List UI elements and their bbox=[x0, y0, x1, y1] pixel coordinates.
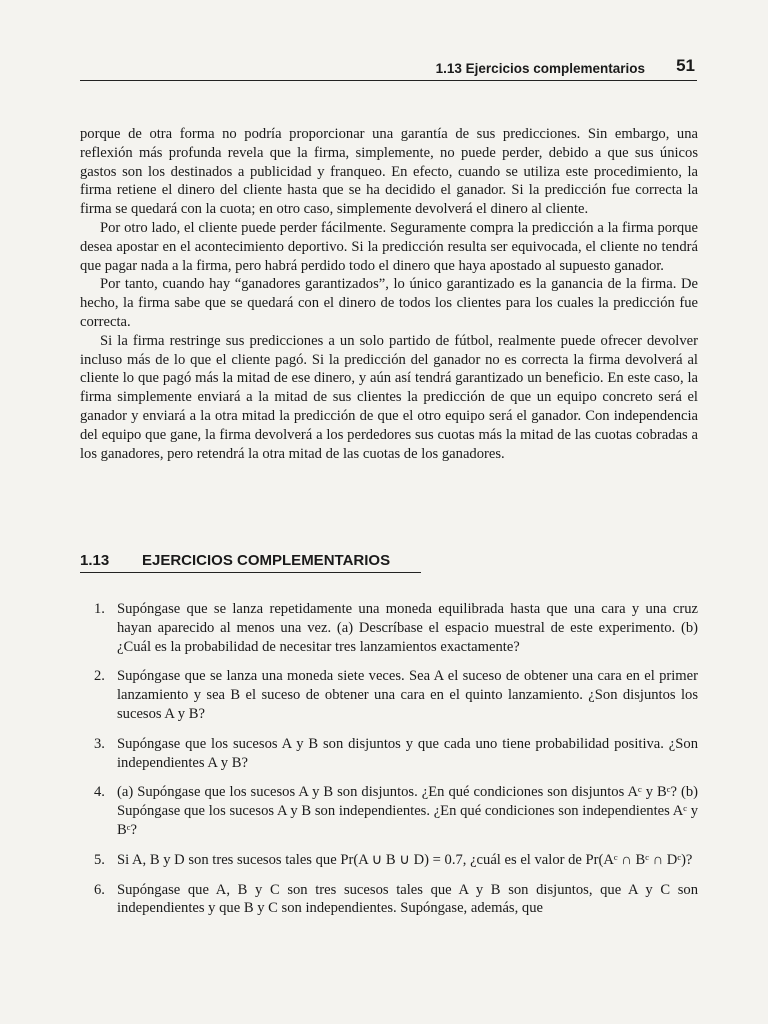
exercise-number: 1. bbox=[94, 601, 105, 617]
section-title: EJERCICIOS COMPLEMENTARIOS bbox=[142, 552, 391, 569]
exercise-item bbox=[80, 600, 698, 656]
exercise-text: Supóngase que los sucesos A y B son disjuntos y que cada uno tiene probabilidad positiva. ¿Son independientes A y B? bbox=[117, 735, 698, 771]
exercise-text: (a) Supóngase que los sucesos A y B son disjuntos. ¿En qué condiciones son disjuntos Aᶜ y Bᶜ? (b) Supóngase que los sucesos A y B son independientes. ¿En qué condiciones son independientes Aᶜ y Bᶜ? bbox=[117, 784, 698, 838]
exercise-number: 5. bbox=[94, 851, 105, 868]
paragraph: Por otro lado, el cliente puede perder fácilmente. Seguramente compra la predicción a la firma porque desea apostar en el acontecimiento deportivo. Si la predicción resulta ser equivocada, el cliente no tendrá que pagar nada a la firma, pero habrá perdido todo el dinero que haya apostado al supuesto ganador. bbox=[80, 219, 698, 274]
section-heading bbox=[80, 552, 421, 573]
exercise-number: 3. bbox=[94, 735, 105, 752]
page-number: 51 bbox=[676, 56, 695, 75]
paragraph: Si la firma restringe sus predicciones a un solo partido de fútbol, realmente puede ofrecer devolver incluso más de lo que el cliente pagó. Si la predicción del ganador no es correcta la firma devolverá al cliente lo que pagó más la mitad de ese dinero, y aún así tendrá garantizado un beneficio. En este caso, la firma simplemente enviará a la mitad de sus clientes la predicción de que un equipo concreto será el ganador y enviará a la otra mitad la predicción de que el otro equipo será el ganador. Con independencia del equipo que gane, la firma devolverá a los perdedores sus cuotas más la mitad de las cuotas cobradas a los ganadores, pero retendrá la otra mitad de las cuotas de los ganadores. bbox=[80, 332, 698, 462]
exercise-number: 4. bbox=[94, 784, 105, 801]
exercise-number: 6. bbox=[94, 881, 105, 898]
exercise-number: 2. bbox=[94, 668, 105, 685]
running-head-section: 1.13 Ejercicios complementarios bbox=[435, 61, 645, 76]
paragraph: porque de otra forma no podría proporcionar una garantía de sus predicciones. Sin embargo, una reflexión más profunda revela que la firma, simplemente, no puede perder, debido a que sus únicos gastos son los destinados a publicidad y franqueo. En efecto, cuando se utiliza este procedimiento, la firma retiene el dinero del cliente hasta que se ha decidido el ganador. Si la predicción fue correcta la firma se quedará con la cuota; en otro caso, simplemente devolverá el dinero al cliente. bbox=[80, 126, 698, 218]
exercise-list bbox=[80, 600, 698, 929]
exercise-text: Supóngase que se lanza repetidamente una moneda equilibrada hasta que una cara y una cruz hayan aparecido al menos una vez. (a) Descríbase el espacio muestral de este experimento. (b) ¿Cuál es la probabilidad de necesitar tres lanzamientos exactamente? bbox=[117, 601, 698, 655]
exercise-text: Supóngase que se lanza una moneda siete veces. Sea A el suceso de obtener una cara en el primer lanzamiento y sea B el suceso de obtener una cara en el quinto lanzamiento. ¿Son disjuntos los sucesos A y B? bbox=[117, 668, 698, 722]
section-number: 1.13 bbox=[80, 552, 110, 569]
exercise-item bbox=[80, 881, 698, 919]
exercise-text: Supóngase que A, B y C son tres sucesos tales que A y B son disjuntos, que A y C son independientes y que B y C son independientes. Supóngase, además, que bbox=[117, 881, 698, 917]
exercise-item bbox=[80, 667, 698, 723]
body-text bbox=[80, 125, 698, 463]
exercise-item bbox=[80, 735, 698, 773]
paragraph: Por tanto, cuando hay “ganadores garantizados”, lo único garantizado es la ganancia de la firma. De hecho, la firma sabe que se quedará con el dinero de todos los clientes para los cuales la predicción fue correcta. bbox=[80, 276, 698, 330]
exercise-text: Si A, B y D son tres sucesos tales que Pr(A ∪ B ∪ D) = 0.7, ¿cuál es el valor de Pr(Aᶜ ∩ Bᶜ ∩ Dᶜ)? bbox=[117, 851, 693, 868]
running-head bbox=[80, 56, 697, 81]
exercise-item bbox=[80, 851, 698, 870]
exercise-item bbox=[80, 783, 698, 839]
